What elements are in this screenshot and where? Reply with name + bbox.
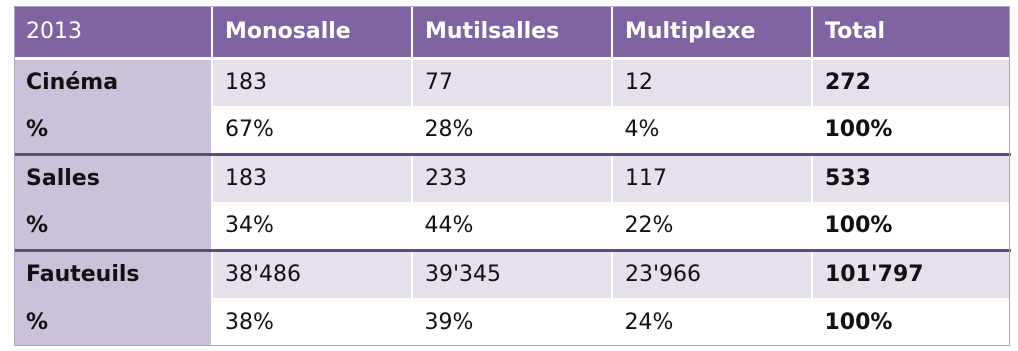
row-salles	[14, 154, 1010, 202]
row-label-fauteuils-percent: %	[14, 298, 212, 346]
cell-fauteuils-mutilsalles: 39'345	[412, 250, 612, 298]
cell-fauteuils-pct-monosalle: 38%	[212, 298, 412, 346]
header-year: 2013	[14, 6, 212, 58]
cell-salles-pct-monosalle: 34%	[212, 202, 412, 250]
cell-cinema-multiplexe: 12	[612, 58, 812, 106]
row-label-cinema-percent: %	[14, 106, 212, 154]
row-label-cinema: Cinéma	[14, 58, 212, 106]
header-mutilsalles: Mutilsalles	[412, 6, 612, 58]
cell-salles-total: 533	[812, 154, 1010, 202]
cell-salles-pct-mutilsalles: 44%	[412, 202, 612, 250]
cell-fauteuils-pct-multiplexe: 24%	[612, 298, 812, 346]
cell-cinema-total: 272	[812, 58, 1010, 106]
row-fauteuils	[14, 250, 1010, 298]
cell-fauteuils-multiplexe: 23'966	[612, 250, 812, 298]
cell-fauteuils-pct-total: 100%	[812, 298, 1010, 346]
cell-cinema-pct-mutilsalles: 28%	[412, 106, 612, 154]
cell-cinema-pct-multiplexe: 4%	[612, 106, 812, 154]
row-label-salles-percent: %	[14, 202, 212, 250]
header-total: Total	[812, 6, 1010, 58]
cell-salles-pct-multiplexe: 22%	[612, 202, 812, 250]
cinema-stats-table-frame	[14, 6, 1010, 346]
row-label-fauteuils: Fauteuils	[14, 250, 212, 298]
cell-fauteuils-pct-mutilsalles: 39%	[412, 298, 612, 346]
cell-fauteuils-total: 101'797	[812, 250, 1010, 298]
cell-cinema-mutilsalles: 77	[412, 58, 612, 106]
cell-cinema-pct-monosalle: 67%	[212, 106, 412, 154]
cell-salles-pct-total: 100%	[812, 202, 1010, 250]
header-monosalle: Monosalle	[212, 6, 412, 58]
cell-cinema-monosalle: 183	[212, 58, 412, 106]
cell-fauteuils-monosalle: 38'486	[212, 250, 412, 298]
header-row	[14, 6, 1010, 58]
cell-salles-mutilsalles: 233	[412, 154, 612, 202]
cinema-stats-table	[14, 6, 1011, 346]
cell-cinema-pct-total: 100%	[812, 106, 1010, 154]
row-salles-percent	[14, 202, 1010, 250]
cell-salles-multiplexe: 117	[612, 154, 812, 202]
row-label-salles: Salles	[14, 154, 212, 202]
row-cinema	[14, 58, 1010, 106]
header-multiplexe: Multiplexe	[612, 6, 812, 58]
row-fauteuils-percent	[14, 298, 1010, 346]
cell-salles-monosalle: 183	[212, 154, 412, 202]
row-cinema-percent	[14, 106, 1010, 154]
